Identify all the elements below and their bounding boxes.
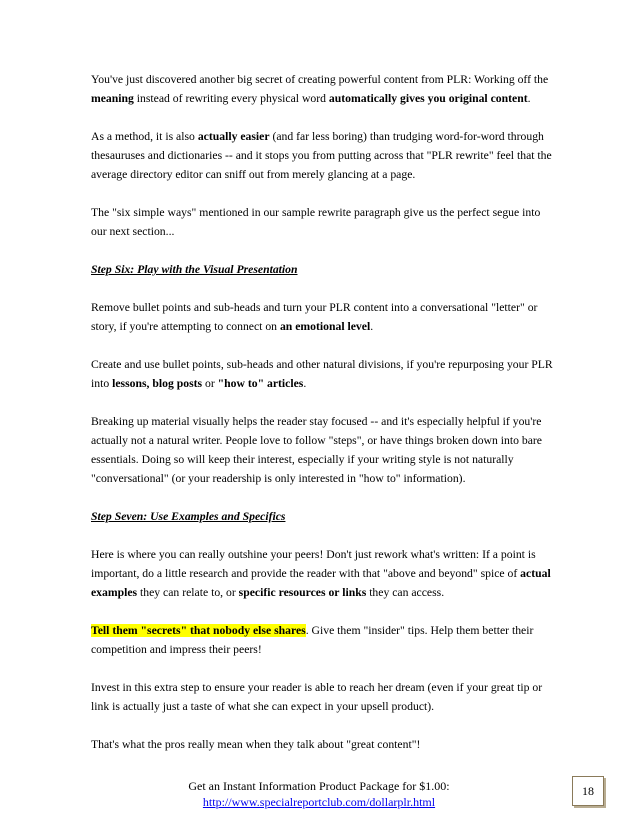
- highlighted-text: Tell them "secrets" that nobody else shares: [91, 624, 306, 637]
- text-run: .: [303, 377, 307, 390]
- bold-text: automatically gives you original content: [328, 92, 528, 105]
- text-run: That's what the pros really mean when they talk about "great content"!: [91, 738, 421, 751]
- text-run: they can relate to, or: [137, 586, 239, 599]
- text-run: You've just discovered another big secret of creating powerful content from PLR: Working off the: [91, 73, 549, 86]
- text-run: Remove bullet points and sub-heads and turn your PLR content into a conversational "letter" or story, if you're attempting to connect on: [91, 301, 538, 333]
- paragraph: [91, 70, 553, 108]
- text-run: .: [370, 320, 374, 333]
- section-heading: [91, 507, 553, 526]
- page-footer: [0, 778, 638, 810]
- text-run: they can access.: [366, 586, 445, 599]
- text-run: The "six simple ways" mentioned in our sample rewrite paragraph give us the perfect segue into our next section...: [91, 206, 541, 238]
- text-run: . Give them "insider" tips. Help them better their competition and impress their peers!: [91, 624, 534, 656]
- paragraph: [91, 298, 553, 336]
- text-run: Step Six: Play with the Visual Presentation: [91, 263, 298, 276]
- text-run: Step Seven: Use Examples and Specifics: [91, 510, 286, 523]
- bold-text: meaning: [91, 92, 134, 105]
- text-run: instead of rewriting every physical word: [133, 92, 329, 105]
- paragraph: [91, 735, 553, 754]
- page-number-box: [572, 776, 604, 806]
- paragraph: [91, 412, 553, 488]
- page-number: 18: [582, 784, 594, 798]
- bold-text: an emotional level: [279, 320, 371, 333]
- bold-text: lessons, blog posts: [112, 377, 203, 390]
- paragraph: [91, 355, 553, 393]
- text-run: As a method, it is also: [91, 130, 198, 143]
- text-run: (and far less boring) than trudging word-for-word through thesauruses and dictionaries -- and it stops you from putting across that "PLR rewrite" feel that the average directory editor can sniff out from merely glancing at a page.: [91, 130, 552, 181]
- paragraph: [91, 127, 553, 184]
- bold-text: actually easier: [197, 130, 270, 143]
- paragraph: [91, 545, 553, 602]
- text-run: Breaking up material visually helps the reader stay focused -- and it's especially helpful if you're actually not a natural writer. People love to follow "steps", or have things broken down into bare essentials. Doing so will keep their interest, especially if your writing style is not naturally "conversational" (or your readership is only interested in "how to" information).: [91, 415, 542, 485]
- paragraph: [91, 203, 553, 241]
- bold-text: specific resources or links: [238, 586, 367, 599]
- paragraph: [91, 678, 553, 716]
- bold-text: actual examples: [91, 567, 551, 599]
- text-run: Create and use bullet points, sub-heads and other natural divisions, if you're repurposing your PLR into: [91, 358, 553, 390]
- bold-text: "how to" articles: [217, 377, 304, 390]
- document-body: [91, 70, 553, 773]
- footer-link[interactable]: http://www.specialreportclub.com/dollarplr.html: [202, 795, 436, 809]
- footer-offer-text: Get an Instant Information Product Package for $1.00:: [188, 779, 450, 793]
- text-run: Here is where you can really outshine your peers! Don't just rework what's written: If a point is important, do a little research and provide the reader with that "above and beyond" spice of: [91, 548, 536, 580]
- section-heading: [91, 260, 553, 279]
- text-run: .: [527, 92, 531, 105]
- text-run: or: [202, 377, 218, 390]
- text-run: Invest in this extra step to ensure your reader is able to reach her dream (even if your great tip or link is actually just a taste of what she can expect in your upsell product).: [91, 681, 543, 713]
- paragraph: [91, 621, 553, 659]
